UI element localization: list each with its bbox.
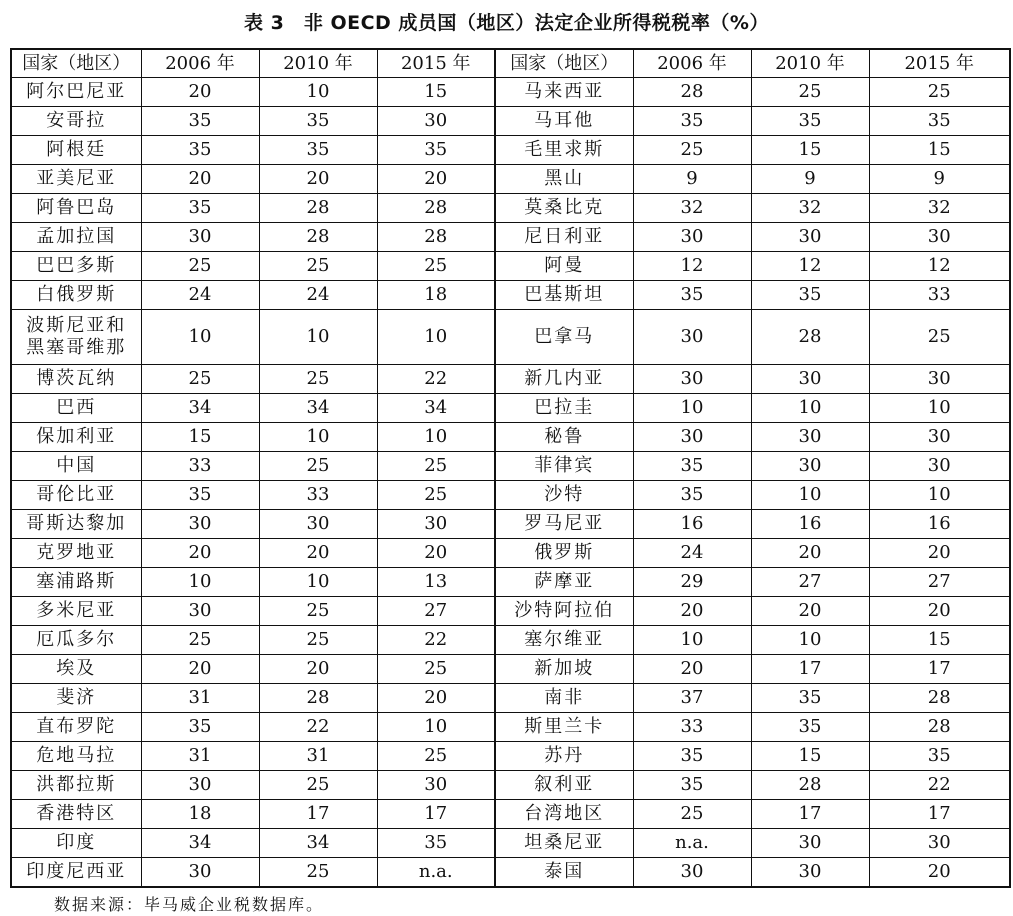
rate-cell-right: 35 bbox=[633, 452, 751, 481]
rate-cell-left: 30 bbox=[141, 858, 259, 888]
rate-cell-left: 35 bbox=[141, 136, 259, 165]
rate-cell-left: 25 bbox=[377, 655, 495, 684]
rate-cell-right: 30 bbox=[869, 829, 1010, 858]
rate-cell-right: 20 bbox=[751, 597, 869, 626]
rate-cell-left: 30 bbox=[377, 771, 495, 800]
country-cell-left: 阿鲁巴岛 bbox=[11, 194, 141, 223]
rate-cell-left: 20 bbox=[141, 539, 259, 568]
rate-cell-left: 22 bbox=[377, 365, 495, 394]
country-cell-right: 泰国 bbox=[495, 858, 633, 888]
rate-cell-left: 25 bbox=[377, 452, 495, 481]
rate-cell-left: 10 bbox=[377, 713, 495, 742]
rate-cell-right: 30 bbox=[751, 365, 869, 394]
rate-cell-right: 15 bbox=[751, 136, 869, 165]
table-body bbox=[11, 78, 1010, 888]
header-2010-right: 2010 年 bbox=[751, 49, 869, 78]
rate-cell-left: 17 bbox=[377, 800, 495, 829]
rate-cell-right: 33 bbox=[633, 713, 751, 742]
rate-cell-left: 25 bbox=[259, 452, 377, 481]
rate-cell-left: 28 bbox=[259, 223, 377, 252]
country-cell-right: 萨摩亚 bbox=[495, 568, 633, 597]
rate-cell-left: 20 bbox=[141, 655, 259, 684]
rate-cell-left: 22 bbox=[259, 713, 377, 742]
rate-cell-right: 27 bbox=[751, 568, 869, 597]
rate-cell-right: 29 bbox=[633, 568, 751, 597]
rate-cell-right: 9 bbox=[869, 165, 1010, 194]
rate-cell-left: 31 bbox=[141, 742, 259, 771]
country-cell-left: 克罗地亚 bbox=[11, 539, 141, 568]
rate-cell-right: 35 bbox=[633, 742, 751, 771]
country-cell-right: 秘鲁 bbox=[495, 423, 633, 452]
country-cell-left: 保加利亚 bbox=[11, 423, 141, 452]
header-2006-right: 2006 年 bbox=[633, 49, 751, 78]
country-cell-right: 俄罗斯 bbox=[495, 539, 633, 568]
country-cell-right: 马来西亚 bbox=[495, 78, 633, 107]
country-cell-right: 叙利亚 bbox=[495, 771, 633, 800]
country-name-line: 波斯尼亚和 bbox=[26, 315, 127, 336]
country-cell-left: 白俄罗斯 bbox=[11, 281, 141, 310]
country-cell-right: 坦桑尼亚 bbox=[495, 829, 633, 858]
rate-cell-left: 28 bbox=[377, 223, 495, 252]
rate-cell-left: 15 bbox=[141, 423, 259, 452]
rate-cell-right: 17 bbox=[869, 655, 1010, 684]
country-cell-right: 阿曼 bbox=[495, 252, 633, 281]
rate-cell-left: 30 bbox=[141, 223, 259, 252]
rate-cell-right: 35 bbox=[633, 771, 751, 800]
table-row bbox=[11, 713, 1010, 742]
rate-cell-right: 30 bbox=[751, 829, 869, 858]
table-row bbox=[11, 626, 1010, 655]
country-cell-left: 阿根廷 bbox=[11, 136, 141, 165]
rate-cell-left: n.a. bbox=[377, 858, 495, 888]
rate-cell-left: 33 bbox=[259, 481, 377, 510]
rate-cell-right: 32 bbox=[869, 194, 1010, 223]
rate-cell-left: 35 bbox=[141, 481, 259, 510]
rate-cell-left: 25 bbox=[259, 597, 377, 626]
header-2015-left: 2015 年 bbox=[377, 49, 495, 78]
table-row bbox=[11, 394, 1010, 423]
country-cell-left: 多米尼亚 bbox=[11, 597, 141, 626]
table-row bbox=[11, 78, 1010, 107]
rate-cell-right: 16 bbox=[633, 510, 751, 539]
rate-cell-left: 20 bbox=[141, 78, 259, 107]
country-cell-left: 厄瓜多尔 bbox=[11, 626, 141, 655]
country-cell-left: 阿尔巴尼亚 bbox=[11, 78, 141, 107]
rate-cell-left: 17 bbox=[259, 800, 377, 829]
country-cell-left: 香港特区 bbox=[11, 800, 141, 829]
rate-cell-right: 35 bbox=[869, 107, 1010, 136]
rate-cell-right: 20 bbox=[869, 597, 1010, 626]
country-cell-right: 沙特阿拉伯 bbox=[495, 597, 633, 626]
rate-cell-left: 24 bbox=[259, 281, 377, 310]
rate-cell-right: 32 bbox=[751, 194, 869, 223]
country-cell-right: 黑山 bbox=[495, 165, 633, 194]
rate-cell-left: 10 bbox=[377, 310, 495, 365]
country-cell-right: 斯里兰卡 bbox=[495, 713, 633, 742]
header-2015-right: 2015 年 bbox=[869, 49, 1010, 78]
rate-cell-left: 25 bbox=[141, 365, 259, 394]
rate-cell-right: 22 bbox=[869, 771, 1010, 800]
rate-cell-left: 25 bbox=[141, 626, 259, 655]
rate-cell-right: 17 bbox=[751, 800, 869, 829]
country-cell-left: 巴巴多斯 bbox=[11, 252, 141, 281]
table-row bbox=[11, 423, 1010, 452]
rate-cell-left: 22 bbox=[377, 626, 495, 655]
rate-cell-left: 30 bbox=[377, 510, 495, 539]
rate-cell-left: 20 bbox=[259, 165, 377, 194]
rate-cell-right: 16 bbox=[869, 510, 1010, 539]
rate-cell-left: 10 bbox=[141, 568, 259, 597]
rate-cell-left: 24 bbox=[141, 281, 259, 310]
table-row bbox=[11, 655, 1010, 684]
rate-cell-left: 20 bbox=[259, 539, 377, 568]
rate-cell-right: 10 bbox=[751, 394, 869, 423]
rate-cell-right: 25 bbox=[633, 800, 751, 829]
country-cell-left: 孟加拉国 bbox=[11, 223, 141, 252]
rate-cell-right: 30 bbox=[869, 223, 1010, 252]
country-cell-right: 巴基斯坦 bbox=[495, 281, 633, 310]
rate-cell-right: 10 bbox=[869, 481, 1010, 510]
rate-cell-left: 25 bbox=[141, 252, 259, 281]
rate-cell-left: 30 bbox=[141, 510, 259, 539]
rate-cell-right: 35 bbox=[751, 684, 869, 713]
rate-cell-right: 15 bbox=[869, 626, 1010, 655]
rate-cell-left: 25 bbox=[377, 252, 495, 281]
rate-cell-left: 31 bbox=[141, 684, 259, 713]
rate-cell-right: 35 bbox=[751, 713, 869, 742]
country-cell-left: 巴西 bbox=[11, 394, 141, 423]
country-cell-right: 巴拉圭 bbox=[495, 394, 633, 423]
table-row bbox=[11, 771, 1010, 800]
rate-cell-left: 25 bbox=[259, 858, 377, 888]
rate-cell-right: 15 bbox=[869, 136, 1010, 165]
rate-cell-right: 35 bbox=[869, 742, 1010, 771]
country-cell-right: 南非 bbox=[495, 684, 633, 713]
rate-cell-right: 12 bbox=[633, 252, 751, 281]
table-title: 表 3 非 OECD 成员国（地区）法定企业所得税税率（%） bbox=[244, 12, 769, 34]
country-cell-right: 塞尔维亚 bbox=[495, 626, 633, 655]
rate-cell-left: 20 bbox=[377, 539, 495, 568]
rate-cell-left: 30 bbox=[141, 771, 259, 800]
country-cell-right: 莫桑比克 bbox=[495, 194, 633, 223]
rate-cell-left: 25 bbox=[377, 481, 495, 510]
rate-cell-right: 20 bbox=[633, 597, 751, 626]
rate-cell-left: 18 bbox=[141, 800, 259, 829]
rate-cell-left: 18 bbox=[377, 281, 495, 310]
rate-cell-right: 30 bbox=[751, 223, 869, 252]
country-cell-left: 埃及 bbox=[11, 655, 141, 684]
country-cell-right: 马耳他 bbox=[495, 107, 633, 136]
rate-cell-right: 30 bbox=[633, 423, 751, 452]
rate-cell-right: 12 bbox=[869, 252, 1010, 281]
table-row bbox=[11, 452, 1010, 481]
rate-cell-right: 9 bbox=[751, 165, 869, 194]
rate-cell-right: 17 bbox=[751, 655, 869, 684]
rate-cell-left: 28 bbox=[259, 194, 377, 223]
country-cell-right: 毛里求斯 bbox=[495, 136, 633, 165]
rate-cell-right: 30 bbox=[633, 858, 751, 888]
table-row bbox=[11, 568, 1010, 597]
rate-cell-right: 15 bbox=[751, 742, 869, 771]
rate-cell-left: 20 bbox=[377, 684, 495, 713]
rate-cell-left: 33 bbox=[141, 452, 259, 481]
table-row bbox=[11, 829, 1010, 858]
rate-cell-left: 10 bbox=[259, 423, 377, 452]
rate-cell-left: 28 bbox=[259, 684, 377, 713]
country-cell-left: 博茨瓦纳 bbox=[11, 365, 141, 394]
rate-cell-right: 17 bbox=[869, 800, 1010, 829]
table-row bbox=[11, 310, 1010, 365]
table-row bbox=[11, 539, 1010, 568]
rate-cell-right: 35 bbox=[751, 281, 869, 310]
rate-cell-left: 34 bbox=[259, 394, 377, 423]
country-cell-left: 印度尼西亚 bbox=[11, 858, 141, 888]
rate-cell-left: 25 bbox=[259, 365, 377, 394]
rate-cell-left: 20 bbox=[259, 655, 377, 684]
country-name-line: 黑塞哥维那 bbox=[26, 337, 127, 358]
rate-cell-right: 25 bbox=[633, 136, 751, 165]
rate-cell-left: 25 bbox=[259, 252, 377, 281]
country-cell-left: 塞浦路斯 bbox=[11, 568, 141, 597]
rate-cell-right: 28 bbox=[869, 713, 1010, 742]
rate-cell-left: 35 bbox=[377, 136, 495, 165]
country-cell-right: 罗马尼亚 bbox=[495, 510, 633, 539]
rate-cell-left: 25 bbox=[377, 742, 495, 771]
country-cell-right: 新几内亚 bbox=[495, 365, 633, 394]
country-cell-left: 哥伦比亚 bbox=[11, 481, 141, 510]
country-cell-left: 中国 bbox=[11, 452, 141, 481]
table-row bbox=[11, 165, 1010, 194]
rate-cell-left: 10 bbox=[259, 78, 377, 107]
rate-cell-right: 35 bbox=[633, 481, 751, 510]
rate-cell-left: 10 bbox=[259, 568, 377, 597]
rate-cell-right: 9 bbox=[633, 165, 751, 194]
country-cell-right: 台湾地区 bbox=[495, 800, 633, 829]
table-header-row bbox=[11, 49, 1010, 78]
rate-cell-right: 30 bbox=[633, 310, 751, 365]
rate-cell-right: 16 bbox=[751, 510, 869, 539]
table-row bbox=[11, 194, 1010, 223]
rate-cell-right: 20 bbox=[869, 539, 1010, 568]
country-cell-left: 印度 bbox=[11, 829, 141, 858]
rate-cell-left: 10 bbox=[259, 310, 377, 365]
header-country-right: 国家（地区） bbox=[495, 49, 633, 78]
rate-cell-left: 35 bbox=[141, 107, 259, 136]
rate-cell-left: 30 bbox=[377, 107, 495, 136]
table-row bbox=[11, 252, 1010, 281]
rate-cell-right: n.a. bbox=[633, 829, 751, 858]
rate-cell-left: 35 bbox=[141, 713, 259, 742]
rate-cell-right: 10 bbox=[633, 626, 751, 655]
rate-cell-left: 31 bbox=[259, 742, 377, 771]
rate-cell-left: 30 bbox=[141, 597, 259, 626]
rate-cell-left: 28 bbox=[377, 194, 495, 223]
rate-cell-left: 34 bbox=[141, 394, 259, 423]
rate-cell-right: 32 bbox=[633, 194, 751, 223]
rate-cell-right: 25 bbox=[869, 310, 1010, 365]
rate-cell-right: 33 bbox=[869, 281, 1010, 310]
rate-cell-left: 27 bbox=[377, 597, 495, 626]
country-cell-left: 危地马拉 bbox=[11, 742, 141, 771]
rate-cell-right: 25 bbox=[751, 78, 869, 107]
rate-cell-right: 24 bbox=[633, 539, 751, 568]
rate-cell-left: 30 bbox=[259, 510, 377, 539]
rate-cell-left: 35 bbox=[259, 136, 377, 165]
rate-cell-right: 12 bbox=[751, 252, 869, 281]
rate-cell-right: 28 bbox=[751, 310, 869, 365]
country-cell-left: 斐济 bbox=[11, 684, 141, 713]
country-cell-left: 洪都拉斯 bbox=[11, 771, 141, 800]
rate-cell-right: 35 bbox=[633, 281, 751, 310]
country-cell-right: 新加坡 bbox=[495, 655, 633, 684]
rate-cell-left: 35 bbox=[141, 194, 259, 223]
rate-cell-right: 30 bbox=[751, 858, 869, 888]
table-row bbox=[11, 481, 1010, 510]
table-row bbox=[11, 510, 1010, 539]
country-cell-right: 巴拿马 bbox=[495, 310, 633, 365]
rate-cell-left: 10 bbox=[141, 310, 259, 365]
header-country-left: 国家（地区） bbox=[11, 49, 141, 78]
rate-cell-right: 27 bbox=[869, 568, 1010, 597]
rate-cell-right: 30 bbox=[751, 452, 869, 481]
rate-cell-right: 28 bbox=[751, 771, 869, 800]
tax-rate-table bbox=[10, 48, 1011, 888]
rate-cell-left: 25 bbox=[259, 626, 377, 655]
rate-cell-right: 35 bbox=[751, 107, 869, 136]
rate-cell-right: 30 bbox=[633, 223, 751, 252]
country-cell-left: 直布罗陀 bbox=[11, 713, 141, 742]
table-row bbox=[11, 281, 1010, 310]
table-row bbox=[11, 800, 1010, 829]
table-row bbox=[11, 223, 1010, 252]
rate-cell-left: 10 bbox=[377, 423, 495, 452]
table-row bbox=[11, 597, 1010, 626]
rate-cell-left: 35 bbox=[259, 107, 377, 136]
rate-cell-right: 10 bbox=[869, 394, 1010, 423]
rate-cell-right: 10 bbox=[751, 481, 869, 510]
country-cell-right: 沙特 bbox=[495, 481, 633, 510]
table-row bbox=[11, 684, 1010, 713]
rate-cell-right: 30 bbox=[869, 452, 1010, 481]
data-source-note: 数据来源：毕马威企业税数据库。 bbox=[54, 895, 325, 914]
rate-cell-left: 35 bbox=[377, 829, 495, 858]
rate-cell-right: 28 bbox=[869, 684, 1010, 713]
table-row bbox=[11, 136, 1010, 165]
table-row bbox=[11, 742, 1010, 771]
rate-cell-right: 20 bbox=[633, 655, 751, 684]
country-cell-right: 尼日利亚 bbox=[495, 223, 633, 252]
rate-cell-right: 25 bbox=[869, 78, 1010, 107]
country-cell-right: 苏丹 bbox=[495, 742, 633, 771]
rate-cell-right: 20 bbox=[751, 539, 869, 568]
rate-cell-left: 34 bbox=[141, 829, 259, 858]
rate-cell-right: 30 bbox=[633, 365, 751, 394]
rate-cell-right: 28 bbox=[633, 78, 751, 107]
rate-cell-right: 37 bbox=[633, 684, 751, 713]
country-cell-right: 菲律宾 bbox=[495, 452, 633, 481]
rate-cell-right: 30 bbox=[869, 365, 1010, 394]
rate-cell-right: 10 bbox=[751, 626, 869, 655]
country-cell-left: 哥斯达黎加 bbox=[11, 510, 141, 539]
rate-cell-right: 10 bbox=[633, 394, 751, 423]
table-row bbox=[11, 365, 1010, 394]
country-cell-left: 安哥拉 bbox=[11, 107, 141, 136]
rate-cell-left: 15 bbox=[377, 78, 495, 107]
rate-cell-left: 25 bbox=[259, 771, 377, 800]
rate-cell-right: 35 bbox=[633, 107, 751, 136]
table-row bbox=[11, 858, 1010, 888]
country-cell-left: 亚美尼亚 bbox=[11, 165, 141, 194]
table-row bbox=[11, 107, 1010, 136]
header-2006-left: 2006 年 bbox=[141, 49, 259, 78]
rate-cell-left: 34 bbox=[377, 394, 495, 423]
rate-cell-left: 20 bbox=[377, 165, 495, 194]
country-cell-left bbox=[11, 310, 141, 365]
rate-cell-left: 20 bbox=[141, 165, 259, 194]
rate-cell-right: 20 bbox=[869, 858, 1010, 888]
rate-cell-left: 34 bbox=[259, 829, 377, 858]
rate-cell-left: 13 bbox=[377, 568, 495, 597]
header-2010-left: 2010 年 bbox=[259, 49, 377, 78]
rate-cell-right: 30 bbox=[869, 423, 1010, 452]
rate-cell-right: 30 bbox=[751, 423, 869, 452]
